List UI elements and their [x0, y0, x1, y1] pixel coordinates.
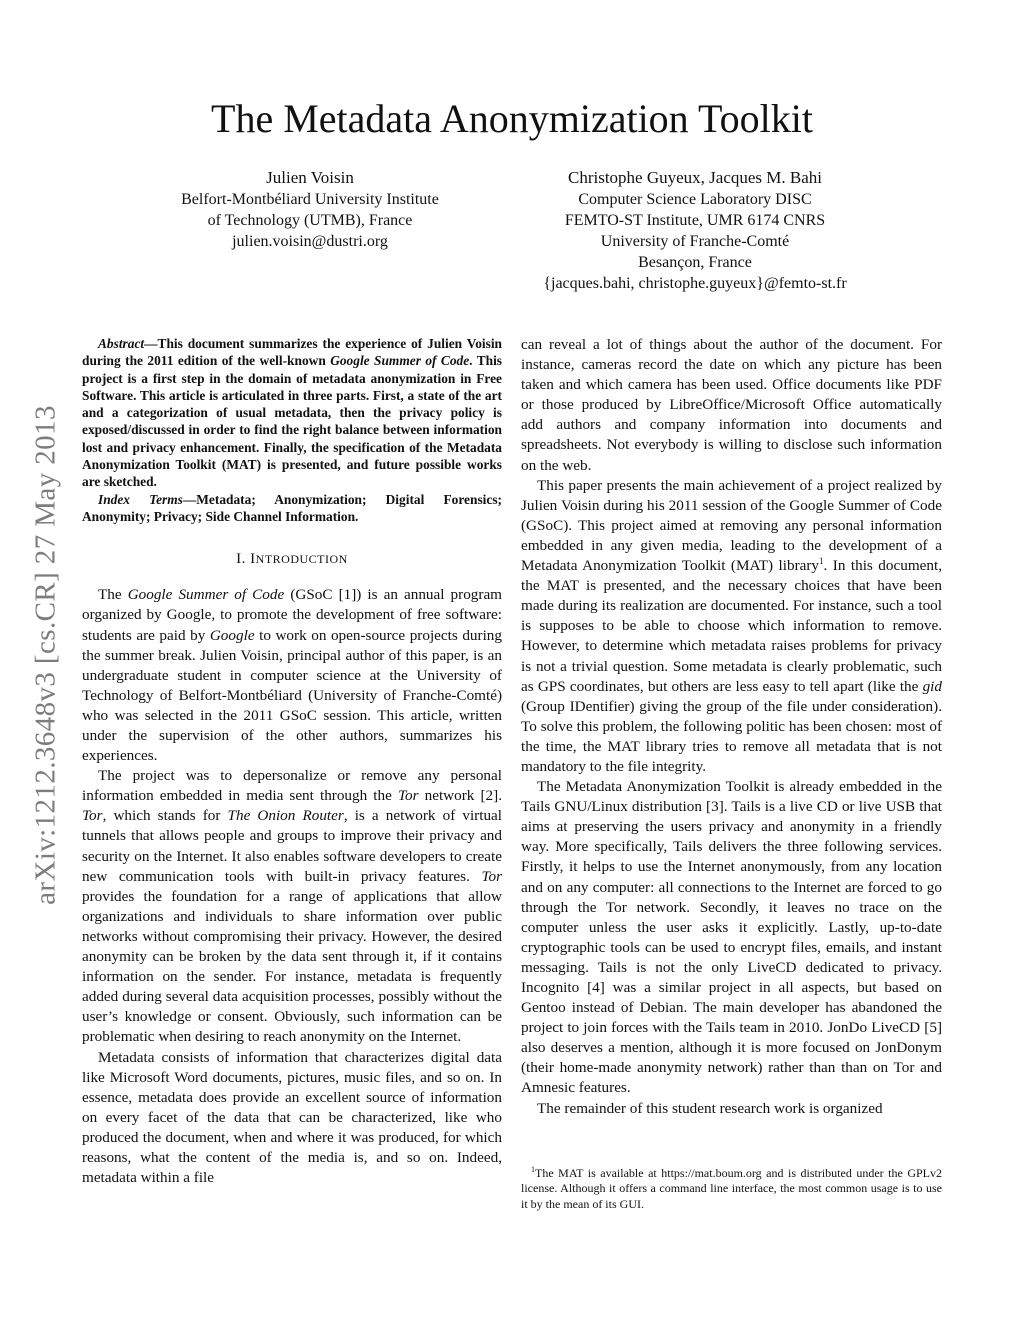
arxiv-sidebar-stamp: [24, 350, 68, 960]
body-paragraph: The Google Summer of Code (GSoC [1]) is an annual program organized by Google, to promote the development of free software: students are paid by Google to work on open-source projects during the summer break. Julien Voisin, principal author of this paper, is an undergraduate student in computer science at the University of Technology of Belfort-Montbéliard (University of Franche-Comté) who was selected in the 2011 GSoC session. This article, written under the supervision of the other authors, summarizes his experiences.: [82, 586, 502, 765]
footnote-reference: 1: [819, 555, 824, 566]
abstract-label: Abstract: [98, 336, 145, 351]
author-affiliation-line: Computer Science Laboratory DISC: [578, 191, 812, 208]
body-paragraph: The remainder of this student research work is organized: [537, 1099, 883, 1117]
author-affiliation-line: FEMTO-ST Institute, UMR 6174 CNRS: [564, 212, 826, 229]
index-terms: Index Terms—Metadata; Anonymization; Digital Forensics; Anonymity; Privacy; Side Channel Information.: [82, 491, 502, 524]
abstract: Abstract—This document summarizes the experience of Julien Voisin during the 2011 edition of the well-known Google Summer of Code. This project is a first step in the domain of metadata anonymization in Free Software. This article is articulated in three parts. First, a state of the art and a categorization of usual metadata, then the privacy policy is exposed/discussed in order to find the right balance between information lost and privacy enhancement. Finally, the specification of the Metadata Anonymization Toolkit (MAT) is presented, and future possible works are sketched.: [82, 336, 503, 490]
author-name: Christophe Guyeux, Jacques M. Bahi: [567, 168, 823, 187]
footnote-mark: 1: [531, 1165, 535, 1174]
body-paragraph: This paper presents the main achievement of a project realized by Julien Voisin during his 2011 session of the Google Summer of Code (GSoC). This project aimed at removing any personal information embedded in any given media, leading to the development of a Metadata Anonymization Toolkit (MAT) library$^1$. In this document, the MAT is presented, and the necessary choices that have been made during its realization are documented. For instance, such a tool is supposes to be able to choose which information to remove. However, to determine which metadata raises problems for privacy is not a trivial question. Some metadata is clearly problematic, such as GPS coordinates, but others are less easy to tell apart (like the gid (Group IDentifier) giving the group of the file under consideration). To solve this problem, the following politic has been chosen: most of the time, the MAT library tries to remove all metadata that is not mandatory to the file integrity.: [521, 476, 942, 775]
author-block-1: [160, 167, 460, 252]
arxiv-identifier: arXiv:1212.3648v3 [cs.CR] 27 May 2013: [29, 405, 62, 905]
body-paragraph: The project was to depersonalize or remove any personal information embedded in media sent through the Tor network [2]. Tor, which stands for The Onion Router, is a network of virtual tunnels that allows people and groups to improve their privacy and security on the Internet. It also enables software developers to create new communication tools with built-in privacy features. Tor provides the foundation for a range of applications that allow organizations and individuals to share information over public networks without compromising their privacy. However, the desired anonymity can be broken by the data sent through it, if it contains information on the sender. For instance, metadata is frequently added during several data acquisition processes, possibly without the user’s knowledge or consent. Obviously, such information can be problematic when desiring to reach anonymity on the Internet.: [82, 767, 503, 1046]
footnote: [521, 1166, 942, 1212]
footnote-text: The MAT is available at https://mat.boum.org and is distributed under the GPLv2 license. Although it offers a command line interface, the most common usage is to use it by the mean of its GUI.: [521, 1166, 942, 1211]
author-affiliation-line: University of Franche-Comté: [600, 233, 790, 250]
author-block-2: [530, 167, 860, 294]
author-affiliation-line: Besançon, France: [638, 254, 752, 271]
body-paragraph: can reveal a lot of things about the author of the document. For instance, cameras record the date on which any picture has been taken and which camera has been used. Office documents like PDF or those produced by LibreOffice/Microsoft Office automatically add authors and company information into documents and spreadsheets. Not everybody is willing to disclose such information on the web.: [521, 336, 942, 474]
paper-title: The Metadata Anonymization Toolkit: [211, 96, 813, 141]
body-paragraph: The Metadata Anonymization Toolkit is already embedded in the Tails GNU/Linux distribution [3]. Tails is a live CD or live USB that aims at preserving the users privacy and anonymity in a friendly way. More specifically, Tails delivers the three following services. Firstly, it helps to use the Internet anonymously, from any location and on any computer: all connections to the Internet are forced to go through the Tor network. Secondly, it leaves no trace on the computer unless the user asks it explicitly. Lastly, up-to-date cryptographic tools can be used to encrypt files, emails, and instant messaging. Tails is not the only LiveCD dedicated to privacy. Incognito [4] was a similar project in all aspects, but based on Gentoo instead of Debian. The main developer has abandoned the project to join forces with the Tails team in 2010. JonDo LiveCD [5] also deserves a mention, although it is more focused on JonDonym (their home-made anonymity network) rather than than on Tor and Amnesic features.: [521, 778, 942, 1097]
right-column: [521, 335, 942, 1119]
author-email: julien.voisin@dustri.org: [232, 233, 388, 250]
author-affiliation-line: of Technology (UTMB), France: [207, 212, 413, 229]
index-terms-label: Index Terms: [98, 491, 183, 507]
author-affiliation-line: Belfort-Montbéliard University Institute: [181, 191, 439, 208]
body-paragraph: Metadata consists of information that characterizes digital data like Microsoft Word documents, pictures, music files, and so on. In essence, metadata does provide an excellent source of information on every facet of the data that can be characterized, like who produced the document, when and where it was produced, for which reasons, what the content of the media is, and so on. Indeed, metadata within a file: [82, 1048, 502, 1187]
left-column: [82, 335, 502, 1188]
section-heading-introduction: I. INTRODUCTION: [236, 551, 348, 568]
author-email: {jacques.bahi, christophe.guyeux}@femto-st.fr: [543, 275, 847, 292]
author-name: Julien Voisin: [266, 168, 354, 187]
